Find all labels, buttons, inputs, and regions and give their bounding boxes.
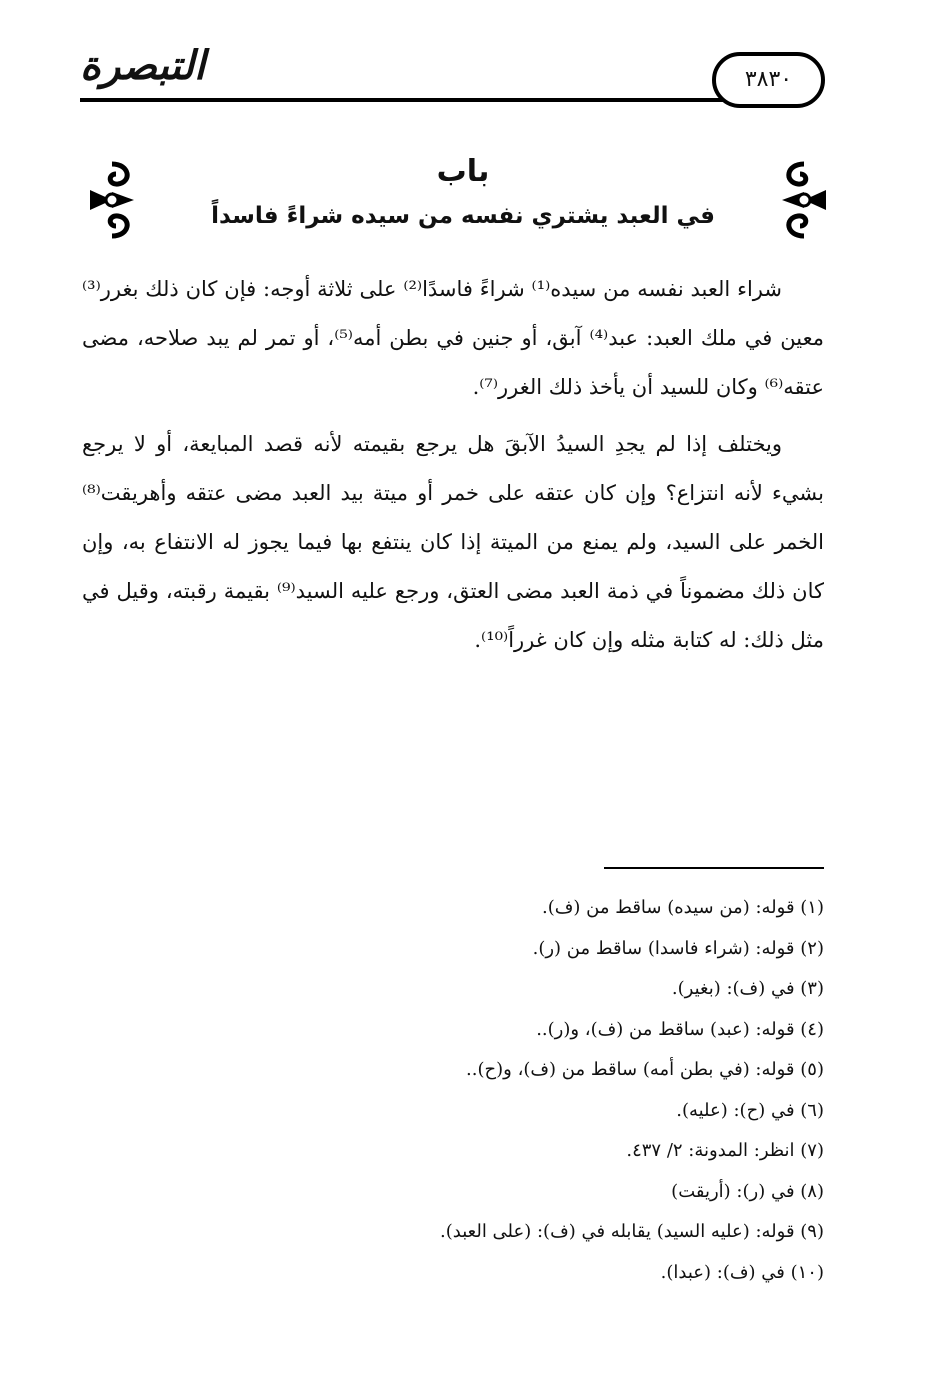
footnote-item: (١) قوله: (من سيده) ساقط من (ف). [542, 897, 824, 918]
chapter-subheading: في العبد يشتري نفسه من سيده شراءً فاسداً [211, 203, 715, 229]
footnote-item: (٩) قوله: (عليه السيد) يقابله في (ف): (على العبد). [440, 1221, 824, 1242]
main-text [82, 265, 824, 673]
paragraph-2: ويختلف إذا لم يجدِ السيدُ الآبقَ هل يرجع بقيمته لأنه قصد المبايعة، أو لا يرجع بشيء لأنه انتزاع؟ وإن كان عتقه على خمر أو ميتة بيد العبد مضى عتقه وأهريقت⁽⁸⁾ الخمر على السيد، ولم يمنع من الميتة إذا كان ينتفع بها فيما يجوز له الانتفاع به، وإن كان ذلك مضموناً في ذمة العبد مضى العتق، ورجع عليه السيد⁽⁹⁾ بقيمة رقبته، وقيل في مثل ذلك: له كتابة مثله وإن كان غرراً⁽¹⁰⁾. [82, 432, 825, 652]
footnote-item: (٤) قوله: (عبد) ساقط من (ف)، و(ر).. [536, 1018, 824, 1040]
page-number: ٣٨٣٠ [712, 52, 825, 108]
ornament-left-icon [82, 160, 142, 240]
footnote-item: (٥) قوله: (في بطن أمه) ساقط من (ف)، و(ح).. [466, 1059, 824, 1080]
footnote-item: (٧) انظر: المدونة: ٢/ ٤٣٧. [626, 1140, 824, 1161]
page-header [80, 40, 825, 110]
footnote-item: (٨) في (ر): (أريقت) [671, 1180, 824, 1202]
footnotes-list [164, 888, 824, 1293]
paragraph-1: شراء العبد نفسه من سيده⁽¹⁾ شراءً فاسدًا⁽²⁾ على ثلاثة أوجه: فإن كان ذلك بغرر⁽³⁾ معين في ملك العبد: عبد⁽⁴⁾ آبق، أو جنين في بطن أمه⁽⁵⁾، أو تمر لم يبد صلاحه، مضى عتقه⁽⁶⁾ وكان للسيد أن يأخذ ذلك الغرر⁽⁷⁾. [82, 277, 824, 399]
footnote-item: (٣) في (ف): (بغير). [671, 978, 824, 999]
footnote-item: (١٠) في (ف): (عبدا). [660, 1261, 824, 1283]
book-title-logo: التبصرة [80, 42, 206, 89]
ornament-right-icon [774, 160, 834, 240]
footnote-item: (٢) قوله: (شراء فاسدا) ساقط من (ر). [532, 937, 824, 959]
footnote-separator [604, 867, 824, 869]
chapter-title-block [200, 150, 726, 236]
header-rule [80, 98, 735, 102]
chapter-heading: باب [436, 154, 490, 189]
footnote-item: (٦) في (ح): (عليه). [676, 1099, 824, 1121]
